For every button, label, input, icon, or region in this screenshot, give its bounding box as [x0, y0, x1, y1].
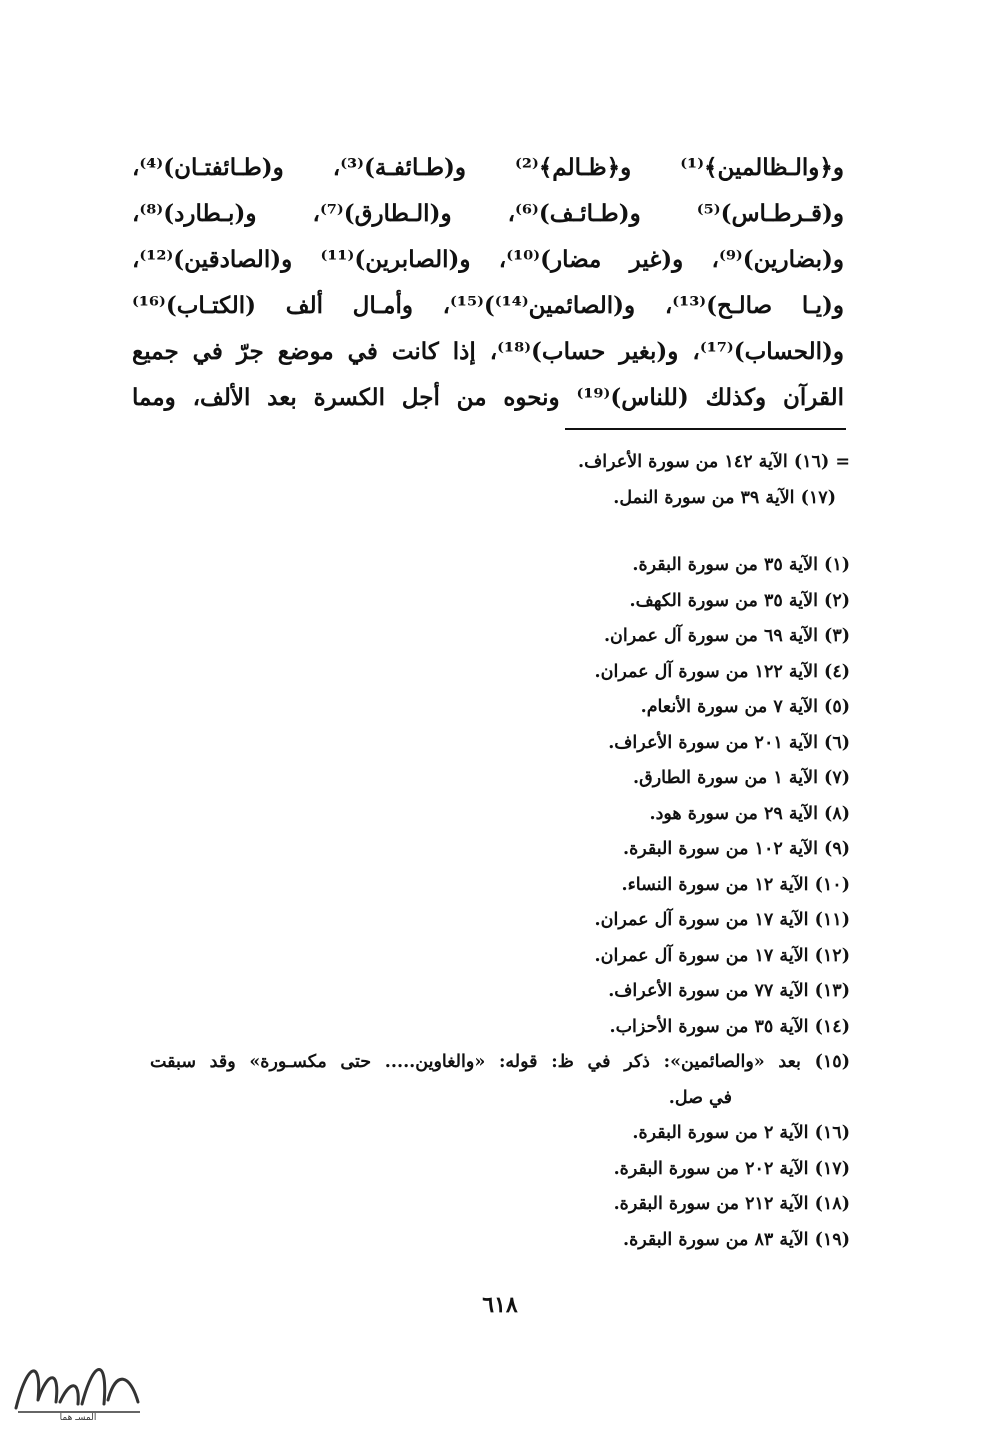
footnote-item: = (١٦) الآية ١٤٢ من سورة الأعراف. — [578, 452, 850, 472]
footnote-item: (٣) الآية ٦٩ من سورة آل عمران. — [603, 626, 850, 646]
footnote-item: (٤) الآية ١٢٢ من سورة آل عمران. — [594, 661, 850, 682]
footnote-item: (٥) الآية ٧ من سورة الأنعام. — [640, 697, 850, 717]
page-number: ٦١٨ — [482, 1292, 518, 1318]
text-line: و(يـا صالـح)⁽¹³⁾، و(الصائمين⁽¹⁴⁾)⁽¹⁵⁾، وأمـال ألف (الكتـاب)⁽¹⁶⁾ — [132, 292, 844, 319]
footnote-item: (٢) الآية ٣٥ من سورة الكهف. — [629, 590, 850, 611]
text-line: و﴿والـظالمين﴾⁽¹⁾ و﴿ظـالم﴾⁽²⁾ و(طـائفـة)⁽³⁾، و(طـائفتـان)⁽⁴⁾، — [132, 154, 844, 181]
watermark-text: المسـ هما — [59, 1413, 97, 1422]
text-line: و(قـرطـاس)⁽⁵⁾ و(طـائـف)⁽⁶⁾، و(الـطارق)⁽⁷⁾، و(بـطارد)⁽⁸⁾، — [132, 200, 844, 227]
footnote-item: (١٩) الآية ٨٣ من سورة البقرة. — [622, 1229, 850, 1250]
footnote-item: (١٦) الآية ٢ من سورة البقرة. — [632, 1123, 850, 1143]
footnote-item: (١١) الآية ١٧ من سورة آل عمران. — [594, 910, 850, 930]
footnote-item: (١٧) الآية ٣٩ من سورة النمل. — [613, 487, 836, 508]
calligraphy-logo-icon — [8, 1350, 148, 1422]
watermark-graphic — [8, 1350, 148, 1422]
footnote-item: (١) الآية ٣٥ من سورة البقرة. — [632, 555, 850, 575]
footnote-item: (١٣) الآية ٧٧ من سورة الأعراف. — [608, 981, 850, 1001]
text-line: و(الحساب)⁽¹⁷⁾، و(بغير حساب)⁽¹⁸⁾، إذا كانت في موضع جرّ في جميع — [132, 338, 844, 365]
footnote-item: (٨) الآية ٢٩ من سورة هود. — [649, 803, 850, 824]
footnote-continuation: في صل. — [668, 1087, 732, 1108]
footnote-item: (٦) الآية ٢٠١ من سورة الأعراف. — [608, 732, 850, 753]
text-line: القرآن وكذلك (للناس)⁽¹⁹⁾ ونحوه من أجل الكسرة بعد الألف، ومما — [132, 384, 845, 411]
footnote-separator — [565, 428, 846, 430]
footnote-item: (١٨) الآية ٢١٢ من سورة البقرة. — [613, 1194, 850, 1214]
footnote-item: (١٢) الآية ١٧ من سورة آل عمران. — [594, 945, 850, 966]
main-text-block — [132, 145, 844, 421]
text-line: و(بضارين)⁽⁹⁾، و(غير مضار)⁽¹⁰⁾، و(الصابرين)⁽¹¹⁾ و(الصادقين)⁽¹²⁾، — [132, 246, 844, 273]
footnote-item: (٩) الآية ١٠٢ من سورة البقرة. — [623, 839, 850, 859]
continued-footnotes — [150, 445, 850, 516]
footnote-item: (٧) الآية ١ من سورة الطارق. — [633, 768, 850, 788]
footnote-item: (١٧) الآية ٢٠٢ من سورة البقرة. — [613, 1158, 850, 1179]
footnote-item: (١٥) بعد «والصائمين»: ذكر في ظ: قوله: «والغاوين..... حتى مكسـورة» وقد سبقت — [150, 1052, 850, 1072]
footnote-item: (١٤) الآية ٣٥ من سورة الأحزاب. — [609, 1016, 850, 1037]
footnotes-list — [150, 548, 850, 1258]
footnote-item: (١٠) الآية ١٢ من سورة النساء. — [621, 874, 850, 895]
